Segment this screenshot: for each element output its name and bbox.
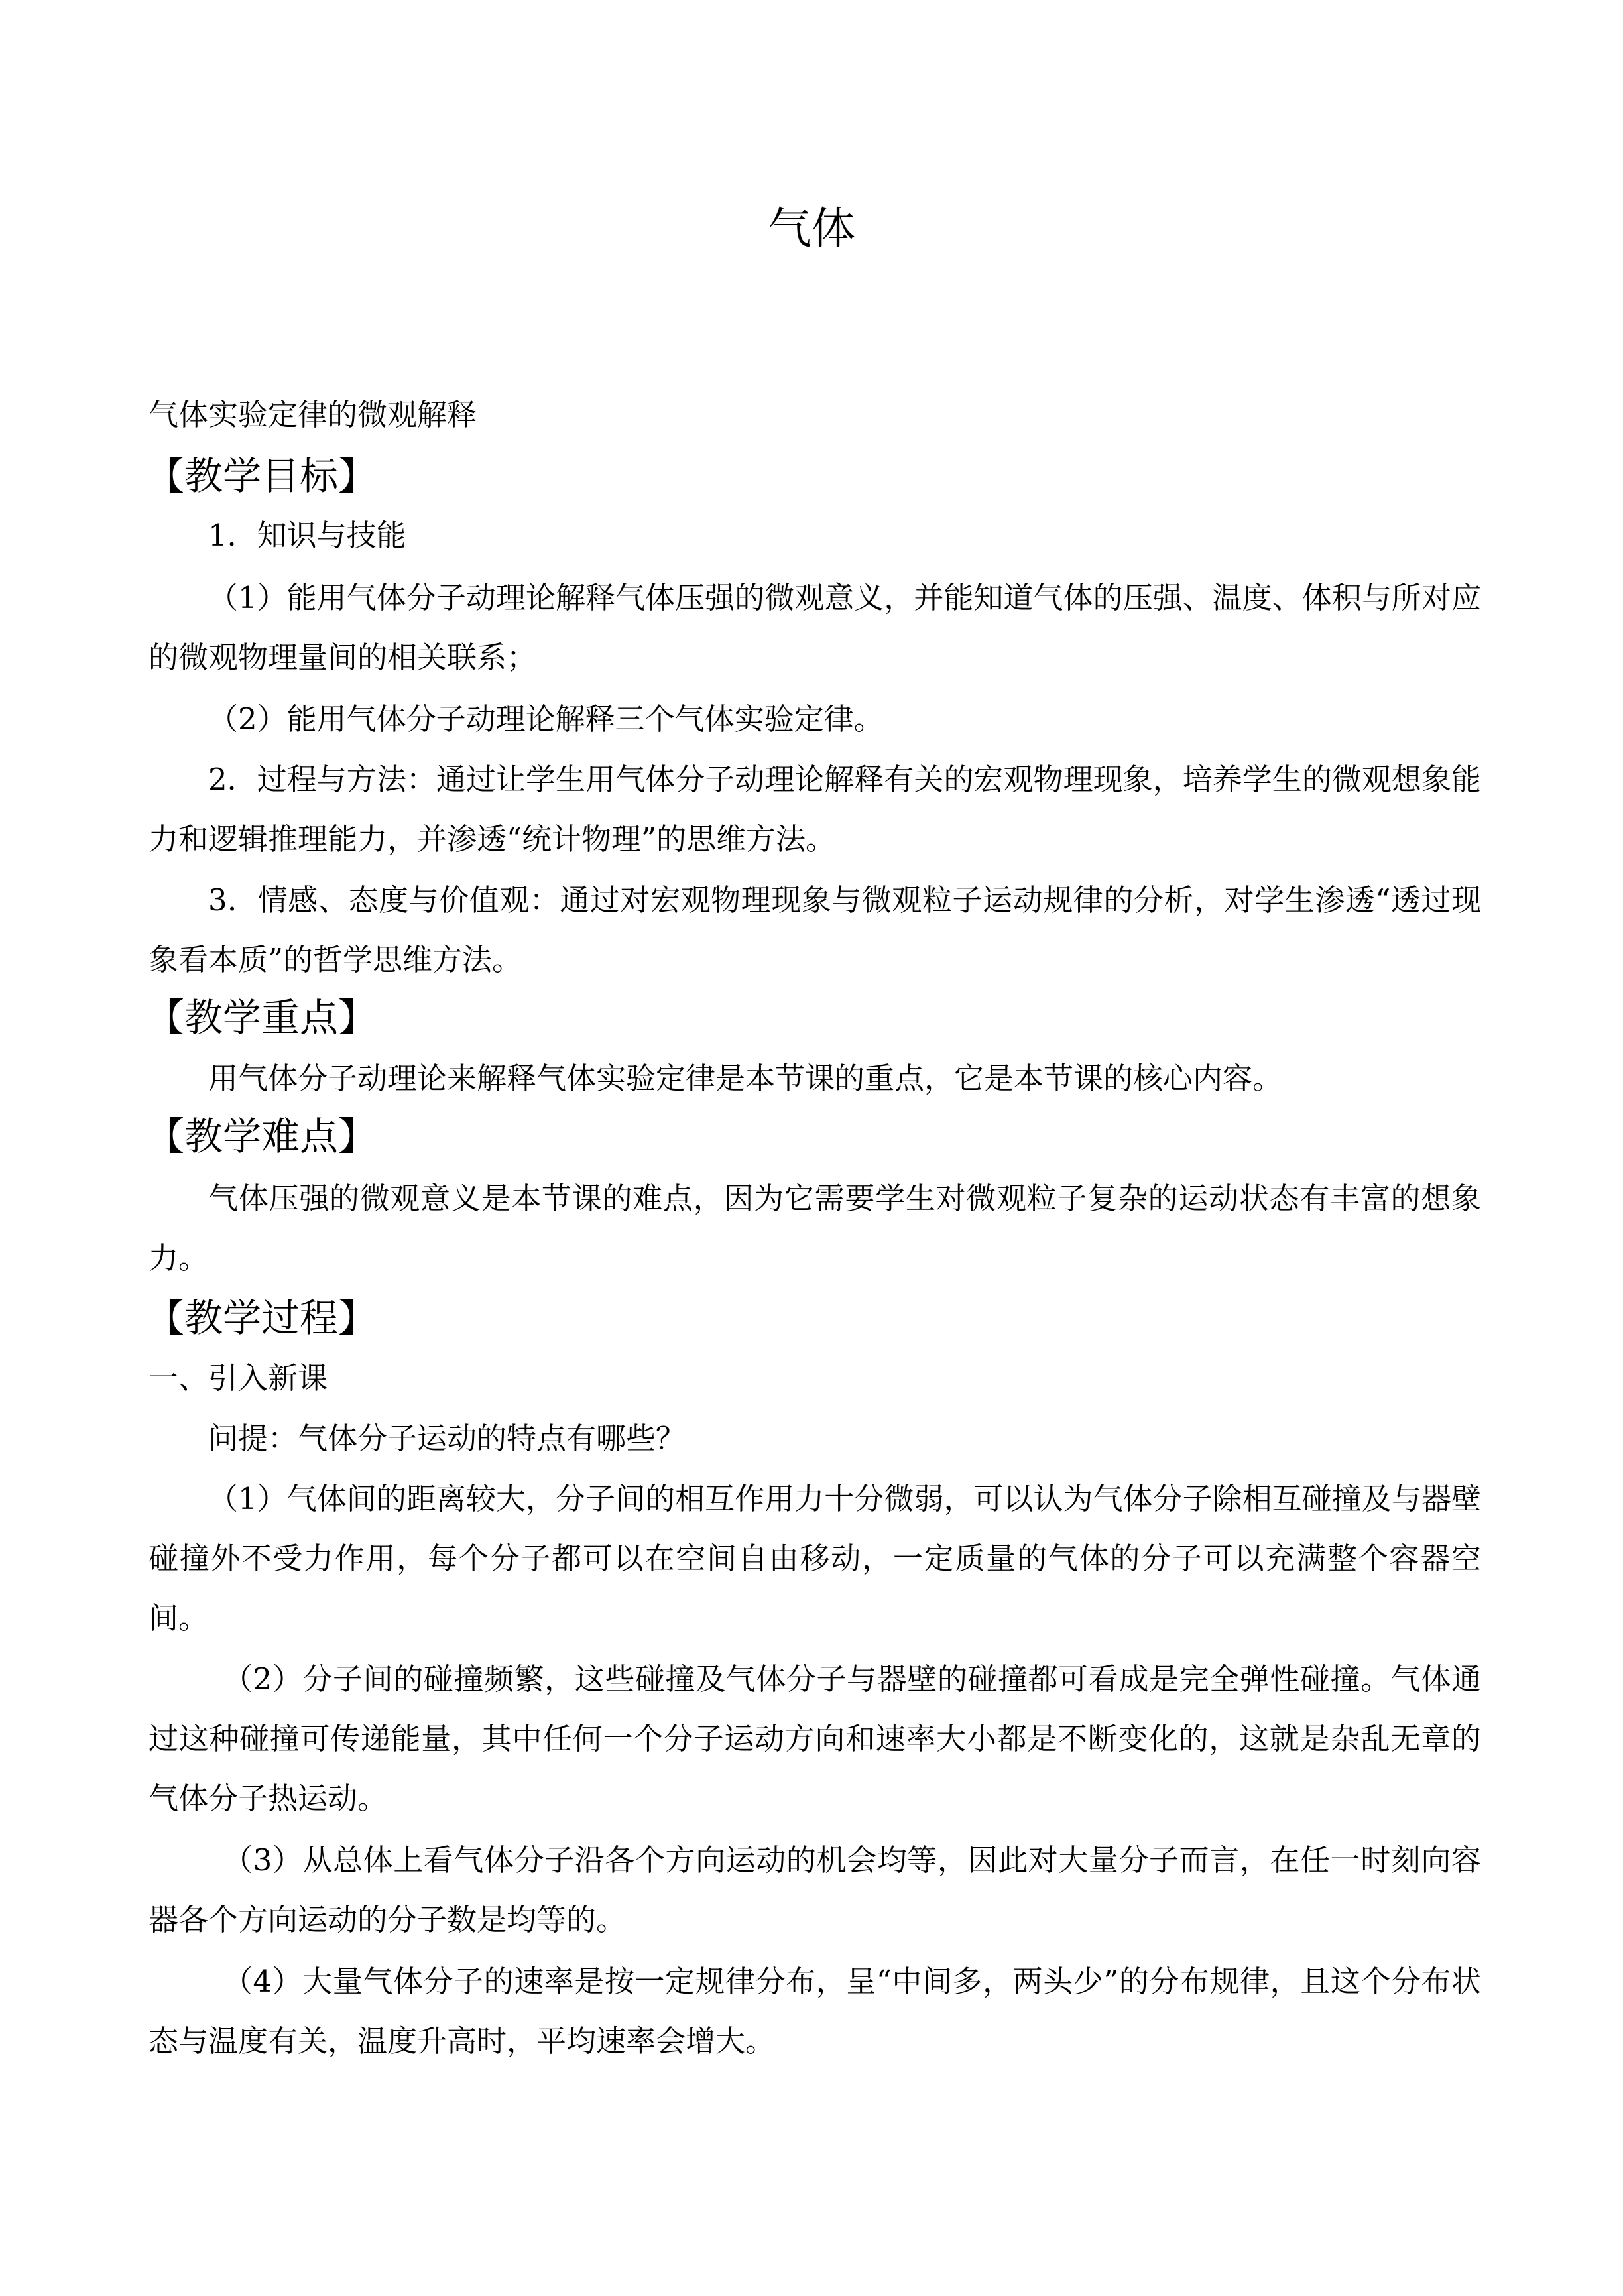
heading-objectives: 【教学目标】 xyxy=(146,453,377,499)
objective-item-1-title: 1．知识与技能 xyxy=(208,518,406,553)
heading-difficulties: 【教学难点】 xyxy=(146,1114,377,1159)
objective-item-1-sub-1: （1）能用气体分子动理论解释气体压强的微观意义，并能知道气体的压强、温度、体积与所对应的微观物理量间的相关联系； xyxy=(149,580,1481,675)
objective-item-3: 3．情感、态度与价值观：通过对宏观物理现象与微观粒子运动规律的分析，对学生渗透“透过现象看本质”的哲学思维方法。 xyxy=(149,882,1481,977)
heading-key-points: 【教学重点】 xyxy=(146,995,377,1040)
heading-process: 【教学过程】 xyxy=(146,1296,377,1341)
process-point-1: （1）气体间的距离较大，分子间的相互作用力十分微弱，可以认为气体分子除相互碰撞及与器壁碰撞外不受力作用，每个分子都可以在空间自由移动，一定质量的气体的分子可以充满整个容器空间。 xyxy=(149,1481,1481,1636)
process-question: 问提：气体分子运动的特点有哪些？ xyxy=(208,1421,686,1456)
objective-item-2: 2．过程与方法：通过让学生用气体分子动理论解释有关的宏观物理现象，培养学生的微观想象能力和逻辑推理能力，并渗透“统计物理”的思维方法。 xyxy=(149,762,1481,857)
lesson-subtitle: 气体实验定律的微观解释 xyxy=(149,397,477,432)
process-point-2: （2）分子间的碰撞频繁，这些碰撞及气体分子与器壁的碰撞都可看成是完全弹性碰撞。气体通过这种碰撞可传递能量，其中任何一个分子运动方向和速率大小都是不断变化的，这就是杂乱无章的气体分子热运动。 xyxy=(149,1662,1481,1816)
key-points-text: 用气体分子动理论来解释气体实验定律是本节课的重点，它是本节课的核心内容。 xyxy=(208,1061,1283,1096)
page-title: 气体 xyxy=(768,203,855,254)
objective-item-1-sub-2: （2）能用气体分子动理论解释三个气体实验定律。 xyxy=(208,701,884,737)
process-point-4: （4）大量气体分子的速率是按一定规律分布，呈“中间多，两头少”的分布规律，且这个分布状态与温度有关，温度升高时，平均速率会增大。 xyxy=(149,1964,1481,2059)
process-section-1: 一、引入新课 xyxy=(149,1360,328,1396)
difficulties-text: 气体压强的微观意义是本节课的难点，因为它需要学生对微观粒子复杂的运动状态有丰富的想象力。 xyxy=(149,1181,1481,1276)
process-point-3: （3）从总体上看气体分子沿各个方向运动的机会均等，因此对大量分子而言，在任一时刻向容器各个方向运动的分子数是均等的。 xyxy=(149,1843,1481,1937)
